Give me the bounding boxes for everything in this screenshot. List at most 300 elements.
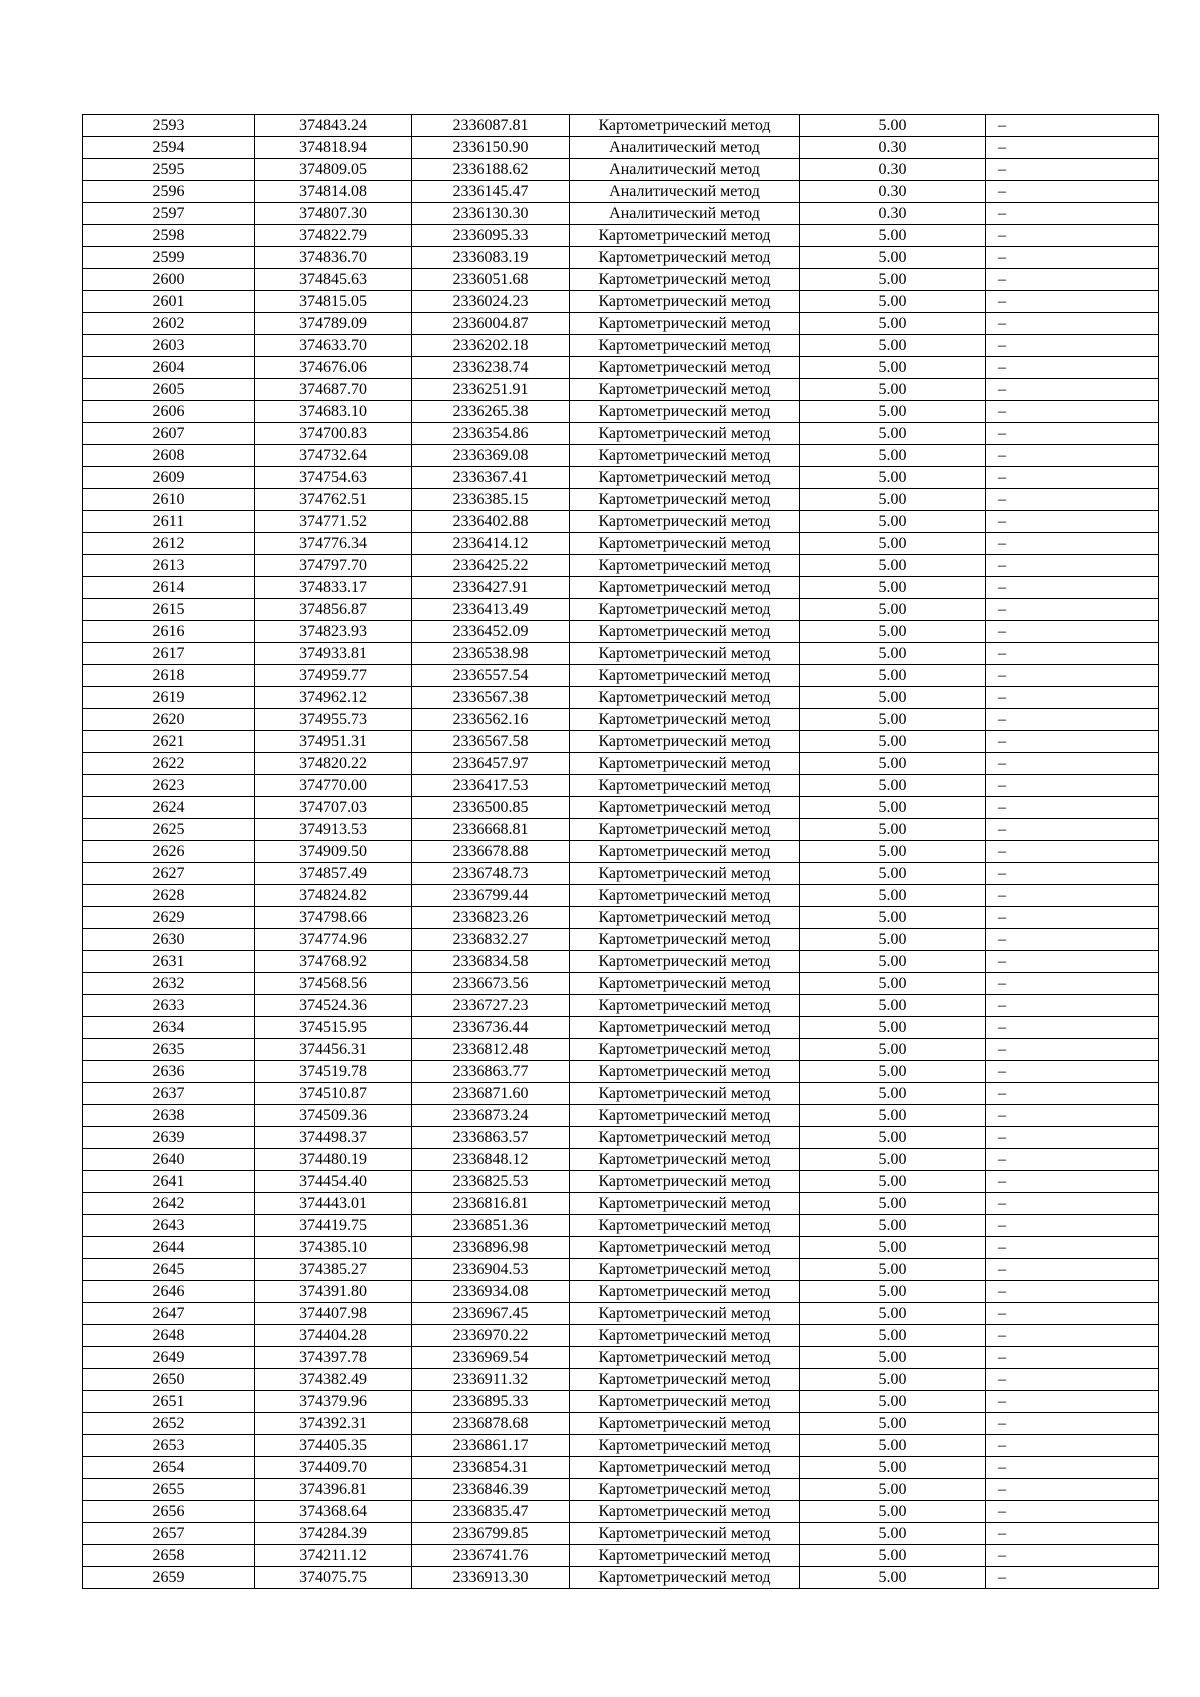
x-coordinate-cell: 374913.53: [255, 819, 412, 841]
point-number-cell: 2622: [83, 753, 255, 775]
method-cell: Картометрический метод: [570, 863, 800, 885]
accuracy-cell: 5.00: [800, 775, 986, 797]
point-number-cell: 2655: [83, 1479, 255, 1501]
accuracy-cell: 5.00: [800, 115, 986, 137]
table-row: [83, 643, 1159, 665]
accuracy-cell: 5.00: [800, 379, 986, 401]
x-coordinate-cell: 374385.10: [255, 1237, 412, 1259]
note-cell: –: [986, 1325, 1159, 1347]
note-cell: –: [986, 687, 1159, 709]
note-cell: –: [986, 1457, 1159, 1479]
point-number-cell: 2640: [83, 1149, 255, 1171]
method-cell: Картометрический метод: [570, 1215, 800, 1237]
note-cell: –: [986, 159, 1159, 181]
method-cell: Картометрический метод: [570, 313, 800, 335]
point-number-cell: 2645: [83, 1259, 255, 1281]
point-number-cell: 2652: [83, 1413, 255, 1435]
x-coordinate-cell: 374820.22: [255, 753, 412, 775]
method-cell: Картометрический метод: [570, 269, 800, 291]
method-cell: Картометрический метод: [570, 1435, 800, 1457]
method-cell: Картометрический метод: [570, 1171, 800, 1193]
table-row: [83, 775, 1159, 797]
y-coordinate-cell: 2336354.86: [412, 423, 570, 445]
method-cell: Картометрический метод: [570, 489, 800, 511]
coordinates-table-body: [83, 115, 1159, 1589]
point-number-cell: 2628: [83, 885, 255, 907]
table-row: [83, 115, 1159, 137]
table-row: [83, 1017, 1159, 1039]
table-row: [83, 291, 1159, 313]
y-coordinate-cell: 2336150.90: [412, 137, 570, 159]
y-coordinate-cell: 2336861.17: [412, 1435, 570, 1457]
point-number-cell: 2632: [83, 973, 255, 995]
y-coordinate-cell: 2336678.88: [412, 841, 570, 863]
y-coordinate-cell: 2336417.53: [412, 775, 570, 797]
note-cell: –: [986, 1501, 1159, 1523]
point-number-cell: 2611: [83, 511, 255, 533]
x-coordinate-cell: 374498.37: [255, 1127, 412, 1149]
point-number-cell: 2638: [83, 1105, 255, 1127]
method-cell: Картометрический метод: [570, 577, 800, 599]
accuracy-cell: 5.00: [800, 819, 986, 841]
note-cell: –: [986, 973, 1159, 995]
note-cell: –: [986, 1303, 1159, 1325]
y-coordinate-cell: 2336799.85: [412, 1523, 570, 1545]
y-coordinate-cell: 2336202.18: [412, 335, 570, 357]
note-cell: –: [986, 731, 1159, 753]
y-coordinate-cell: 2336413.49: [412, 599, 570, 621]
accuracy-cell: 5.00: [800, 225, 986, 247]
table-row: [83, 1039, 1159, 1061]
accuracy-cell: 5.00: [800, 445, 986, 467]
table-row: [83, 379, 1159, 401]
y-coordinate-cell: 2336385.15: [412, 489, 570, 511]
note-cell: –: [986, 643, 1159, 665]
point-number-cell: 2621: [83, 731, 255, 753]
y-coordinate-cell: 2336188.62: [412, 159, 570, 181]
method-cell: Картометрический метод: [570, 797, 800, 819]
y-coordinate-cell: 2336457.97: [412, 753, 570, 775]
note-cell: –: [986, 1237, 1159, 1259]
point-number-cell: 2619: [83, 687, 255, 709]
y-coordinate-cell: 2336863.77: [412, 1061, 570, 1083]
accuracy-cell: 5.00: [800, 1413, 986, 1435]
point-number-cell: 2616: [83, 621, 255, 643]
table-row: [83, 1523, 1159, 1545]
method-cell: Картометрический метод: [570, 1325, 800, 1347]
y-coordinate-cell: 2336402.88: [412, 511, 570, 533]
table-row: [83, 423, 1159, 445]
method-cell: Картометрический метод: [570, 885, 800, 907]
x-coordinate-cell: 374776.34: [255, 533, 412, 555]
accuracy-cell: 5.00: [800, 731, 986, 753]
y-coordinate-cell: 2336004.87: [412, 313, 570, 335]
point-number-cell: 2629: [83, 907, 255, 929]
table-row: [83, 731, 1159, 753]
method-cell: Картометрический метод: [570, 357, 800, 379]
point-number-cell: 2593: [83, 115, 255, 137]
x-coordinate-cell: 374822.79: [255, 225, 412, 247]
point-number-cell: 2656: [83, 1501, 255, 1523]
method-cell: Картометрический метод: [570, 929, 800, 951]
table-row: [83, 401, 1159, 423]
table-row: [83, 1171, 1159, 1193]
accuracy-cell: 5.00: [800, 841, 986, 863]
accuracy-cell: 5.00: [800, 1479, 986, 1501]
point-number-cell: 2624: [83, 797, 255, 819]
x-coordinate-cell: 374443.01: [255, 1193, 412, 1215]
point-number-cell: 2627: [83, 863, 255, 885]
x-coordinate-cell: 374824.82: [255, 885, 412, 907]
method-cell: Картометрический метод: [570, 1281, 800, 1303]
table-row: [83, 797, 1159, 819]
y-coordinate-cell: 2336854.31: [412, 1457, 570, 1479]
x-coordinate-cell: 374814.08: [255, 181, 412, 203]
method-cell: Картометрический метод: [570, 1237, 800, 1259]
x-coordinate-cell: 374933.81: [255, 643, 412, 665]
note-cell: –: [986, 995, 1159, 1017]
note-cell: –: [986, 599, 1159, 621]
point-number-cell: 2639: [83, 1127, 255, 1149]
note-cell: –: [986, 929, 1159, 951]
method-cell: Картометрический метод: [570, 1347, 800, 1369]
y-coordinate-cell: 2336871.60: [412, 1083, 570, 1105]
x-coordinate-cell: 374687.70: [255, 379, 412, 401]
y-coordinate-cell: 2336051.68: [412, 269, 570, 291]
accuracy-cell: 5.00: [800, 885, 986, 907]
table-row: [83, 665, 1159, 687]
note-cell: –: [986, 1479, 1159, 1501]
accuracy-cell: 5.00: [800, 1259, 986, 1281]
table-row: [83, 929, 1159, 951]
x-coordinate-cell: 374774.96: [255, 929, 412, 951]
method-cell: Картометрический метод: [570, 1303, 800, 1325]
point-number-cell: 2607: [83, 423, 255, 445]
table-row: [83, 335, 1159, 357]
point-number-cell: 2647: [83, 1303, 255, 1325]
accuracy-cell: 5.00: [800, 863, 986, 885]
accuracy-cell: 5.00: [800, 489, 986, 511]
method-cell: Картометрический метод: [570, 401, 800, 423]
note-cell: –: [986, 445, 1159, 467]
note-cell: –: [986, 137, 1159, 159]
method-cell: Картометрический метод: [570, 1061, 800, 1083]
note-cell: –: [986, 885, 1159, 907]
method-cell: Аналитический метод: [570, 203, 800, 225]
accuracy-cell: 5.00: [800, 423, 986, 445]
note-cell: –: [986, 247, 1159, 269]
accuracy-cell: 0.30: [800, 137, 986, 159]
accuracy-cell: 5.00: [800, 1457, 986, 1479]
point-number-cell: 2625: [83, 819, 255, 841]
y-coordinate-cell: 2336878.68: [412, 1413, 570, 1435]
table-row: [83, 863, 1159, 885]
y-coordinate-cell: 2336736.44: [412, 1017, 570, 1039]
y-coordinate-cell: 2336452.09: [412, 621, 570, 643]
accuracy-cell: 5.00: [800, 1347, 986, 1369]
y-coordinate-cell: 2336816.81: [412, 1193, 570, 1215]
point-number-cell: 2654: [83, 1457, 255, 1479]
method-cell: Картометрический метод: [570, 291, 800, 313]
point-number-cell: 2599: [83, 247, 255, 269]
x-coordinate-cell: 374856.87: [255, 599, 412, 621]
table-row: [83, 467, 1159, 489]
y-coordinate-cell: 2336083.19: [412, 247, 570, 269]
accuracy-cell: 5.00: [800, 577, 986, 599]
x-coordinate-cell: 374405.35: [255, 1435, 412, 1457]
method-cell: Картометрический метод: [570, 467, 800, 489]
accuracy-cell: 5.00: [800, 973, 986, 995]
x-coordinate-cell: 374382.49: [255, 1369, 412, 1391]
x-coordinate-cell: 374807.30: [255, 203, 412, 225]
note-cell: –: [986, 269, 1159, 291]
x-coordinate-cell: 374396.81: [255, 1479, 412, 1501]
note-cell: –: [986, 841, 1159, 863]
accuracy-cell: 5.00: [800, 533, 986, 555]
point-number-cell: 2603: [83, 335, 255, 357]
table-row: [83, 973, 1159, 995]
table-row: [83, 885, 1159, 907]
note-cell: –: [986, 665, 1159, 687]
note-cell: –: [986, 1435, 1159, 1457]
method-cell: Картометрический метод: [570, 841, 800, 863]
y-coordinate-cell: 2336832.27: [412, 929, 570, 951]
point-number-cell: 2604: [83, 357, 255, 379]
y-coordinate-cell: 2336668.81: [412, 819, 570, 841]
point-number-cell: 2618: [83, 665, 255, 687]
x-coordinate-cell: 374732.64: [255, 445, 412, 467]
method-cell: Картометрический метод: [570, 1457, 800, 1479]
note-cell: –: [986, 1347, 1159, 1369]
y-coordinate-cell: 2336145.47: [412, 181, 570, 203]
note-cell: –: [986, 1523, 1159, 1545]
y-coordinate-cell: 2336087.81: [412, 115, 570, 137]
table-row: [83, 1193, 1159, 1215]
point-number-cell: 2635: [83, 1039, 255, 1061]
x-coordinate-cell: 374397.78: [255, 1347, 412, 1369]
method-cell: Картометрический метод: [570, 1545, 800, 1567]
x-coordinate-cell: 374955.73: [255, 709, 412, 731]
y-coordinate-cell: 2336863.57: [412, 1127, 570, 1149]
point-number-cell: 2643: [83, 1215, 255, 1237]
accuracy-cell: 5.00: [800, 797, 986, 819]
accuracy-cell: 5.00: [800, 709, 986, 731]
y-coordinate-cell: 2336727.23: [412, 995, 570, 1017]
method-cell: Картометрический метод: [570, 247, 800, 269]
method-cell: Картометрический метод: [570, 1369, 800, 1391]
point-number-cell: 2634: [83, 1017, 255, 1039]
method-cell: Картометрический метод: [570, 335, 800, 357]
method-cell: Картометрический метод: [570, 1479, 800, 1501]
table-row: [83, 1149, 1159, 1171]
table-row: [83, 819, 1159, 841]
x-coordinate-cell: 374833.17: [255, 577, 412, 599]
accuracy-cell: 5.00: [800, 753, 986, 775]
method-cell: Картометрический метод: [570, 731, 800, 753]
point-number-cell: 2658: [83, 1545, 255, 1567]
x-coordinate-cell: 374797.70: [255, 555, 412, 577]
accuracy-cell: 5.00: [800, 1391, 986, 1413]
table-row: [83, 137, 1159, 159]
point-number-cell: 2633: [83, 995, 255, 1017]
y-coordinate-cell: 2336130.30: [412, 203, 570, 225]
x-coordinate-cell: 374818.94: [255, 137, 412, 159]
accuracy-cell: 5.00: [800, 467, 986, 489]
x-coordinate-cell: 374951.31: [255, 731, 412, 753]
x-coordinate-cell: 374524.36: [255, 995, 412, 1017]
y-coordinate-cell: 2336911.32: [412, 1369, 570, 1391]
note-cell: –: [986, 753, 1159, 775]
accuracy-cell: 5.00: [800, 1303, 986, 1325]
x-coordinate-cell: 374962.12: [255, 687, 412, 709]
table-row: [83, 247, 1159, 269]
table-row: [83, 753, 1159, 775]
accuracy-cell: 5.00: [800, 555, 986, 577]
x-coordinate-cell: 374959.77: [255, 665, 412, 687]
note-cell: –: [986, 401, 1159, 423]
table-row: [83, 511, 1159, 533]
x-coordinate-cell: 374633.70: [255, 335, 412, 357]
point-number-cell: 2608: [83, 445, 255, 467]
x-coordinate-cell: 374815.05: [255, 291, 412, 313]
x-coordinate-cell: 374843.24: [255, 115, 412, 137]
method-cell: Картометрический метод: [570, 819, 800, 841]
note-cell: –: [986, 1193, 1159, 1215]
method-cell: Картометрический метод: [570, 423, 800, 445]
note-cell: –: [986, 1083, 1159, 1105]
method-cell: Картометрический метод: [570, 511, 800, 533]
method-cell: Картометрический метод: [570, 753, 800, 775]
table-row: [83, 907, 1159, 929]
note-cell: –: [986, 291, 1159, 313]
method-cell: Картометрический метод: [570, 995, 800, 1017]
note-cell: –: [986, 1017, 1159, 1039]
y-coordinate-cell: 2336895.33: [412, 1391, 570, 1413]
note-cell: –: [986, 863, 1159, 885]
method-cell: Картометрический метод: [570, 1039, 800, 1061]
method-cell: Картометрический метод: [570, 445, 800, 467]
x-coordinate-cell: 374809.05: [255, 159, 412, 181]
accuracy-cell: 5.00: [800, 1215, 986, 1237]
table-row: [83, 269, 1159, 291]
point-number-cell: 2630: [83, 929, 255, 951]
note-cell: –: [986, 621, 1159, 643]
point-number-cell: 2609: [83, 467, 255, 489]
table-row: [83, 313, 1159, 335]
accuracy-cell: 5.00: [800, 1149, 986, 1171]
table-row: [83, 181, 1159, 203]
accuracy-cell: 5.00: [800, 1435, 986, 1457]
x-coordinate-cell: 374771.52: [255, 511, 412, 533]
x-coordinate-cell: 374385.27: [255, 1259, 412, 1281]
point-number-cell: 2601: [83, 291, 255, 313]
x-coordinate-cell: 374480.19: [255, 1149, 412, 1171]
method-cell: Картометрический метод: [570, 1105, 800, 1127]
x-coordinate-cell: 374379.96: [255, 1391, 412, 1413]
accuracy-cell: 5.00: [800, 1567, 986, 1589]
method-cell: Картометрический метод: [570, 1017, 800, 1039]
method-cell: Картометрический метод: [570, 1083, 800, 1105]
y-coordinate-cell: 2336748.73: [412, 863, 570, 885]
y-coordinate-cell: 2336427.91: [412, 577, 570, 599]
table-row: [83, 1215, 1159, 1237]
table-row: [83, 709, 1159, 731]
method-cell: Картометрический метод: [570, 555, 800, 577]
point-number-cell: 2612: [83, 533, 255, 555]
method-cell: Картометрический метод: [570, 599, 800, 621]
x-coordinate-cell: 374707.03: [255, 797, 412, 819]
y-coordinate-cell: 2336369.08: [412, 445, 570, 467]
x-coordinate-cell: 374515.95: [255, 1017, 412, 1039]
note-cell: –: [986, 1281, 1159, 1303]
method-cell: Аналитический метод: [570, 159, 800, 181]
x-coordinate-cell: 374284.39: [255, 1523, 412, 1545]
x-coordinate-cell: 374509.36: [255, 1105, 412, 1127]
method-cell: Картометрический метод: [570, 1501, 800, 1523]
method-cell: Картометрический метод: [570, 643, 800, 665]
y-coordinate-cell: 2336567.38: [412, 687, 570, 709]
y-coordinate-cell: 2336970.22: [412, 1325, 570, 1347]
method-cell: Картометрический метод: [570, 775, 800, 797]
accuracy-cell: 5.00: [800, 357, 986, 379]
method-cell: Картометрический метод: [570, 1149, 800, 1171]
x-coordinate-cell: 374404.28: [255, 1325, 412, 1347]
x-coordinate-cell: 374754.63: [255, 467, 412, 489]
note-cell: –: [986, 467, 1159, 489]
point-number-cell: 2653: [83, 1435, 255, 1457]
method-cell: Картометрический метод: [570, 1523, 800, 1545]
accuracy-cell: 5.00: [800, 621, 986, 643]
y-coordinate-cell: 2336238.74: [412, 357, 570, 379]
point-number-cell: 2626: [83, 841, 255, 863]
method-cell: Картометрический метод: [570, 621, 800, 643]
table-row: [83, 1347, 1159, 1369]
y-coordinate-cell: 2336848.12: [412, 1149, 570, 1171]
x-coordinate-cell: 374683.10: [255, 401, 412, 423]
y-coordinate-cell: 2336425.22: [412, 555, 570, 577]
accuracy-cell: 5.00: [800, 1281, 986, 1303]
accuracy-cell: 5.00: [800, 1039, 986, 1061]
table-row: [83, 1303, 1159, 1325]
note-cell: –: [986, 203, 1159, 225]
x-coordinate-cell: 374419.75: [255, 1215, 412, 1237]
table-row: [83, 1259, 1159, 1281]
y-coordinate-cell: 2336969.54: [412, 1347, 570, 1369]
accuracy-cell: 5.00: [800, 1325, 986, 1347]
accuracy-cell: 5.00: [800, 1105, 986, 1127]
accuracy-cell: 5.00: [800, 995, 986, 1017]
accuracy-cell: 0.30: [800, 203, 986, 225]
table-row: [83, 1237, 1159, 1259]
note-cell: –: [986, 1105, 1159, 1127]
table-row: [83, 203, 1159, 225]
method-cell: Картометрический метод: [570, 687, 800, 709]
x-coordinate-cell: 374392.31: [255, 1413, 412, 1435]
note-cell: –: [986, 1413, 1159, 1435]
accuracy-cell: 5.00: [800, 1083, 986, 1105]
table-row: [83, 1061, 1159, 1083]
accuracy-cell: 5.00: [800, 1017, 986, 1039]
y-coordinate-cell: 2336967.45: [412, 1303, 570, 1325]
note-cell: –: [986, 1061, 1159, 1083]
table-row: [83, 533, 1159, 555]
table-row: [83, 1127, 1159, 1149]
y-coordinate-cell: 2336846.39: [412, 1479, 570, 1501]
note-cell: –: [986, 555, 1159, 577]
table-row: [83, 489, 1159, 511]
coordinates-table: [82, 114, 1159, 1589]
x-coordinate-cell: 374409.70: [255, 1457, 412, 1479]
